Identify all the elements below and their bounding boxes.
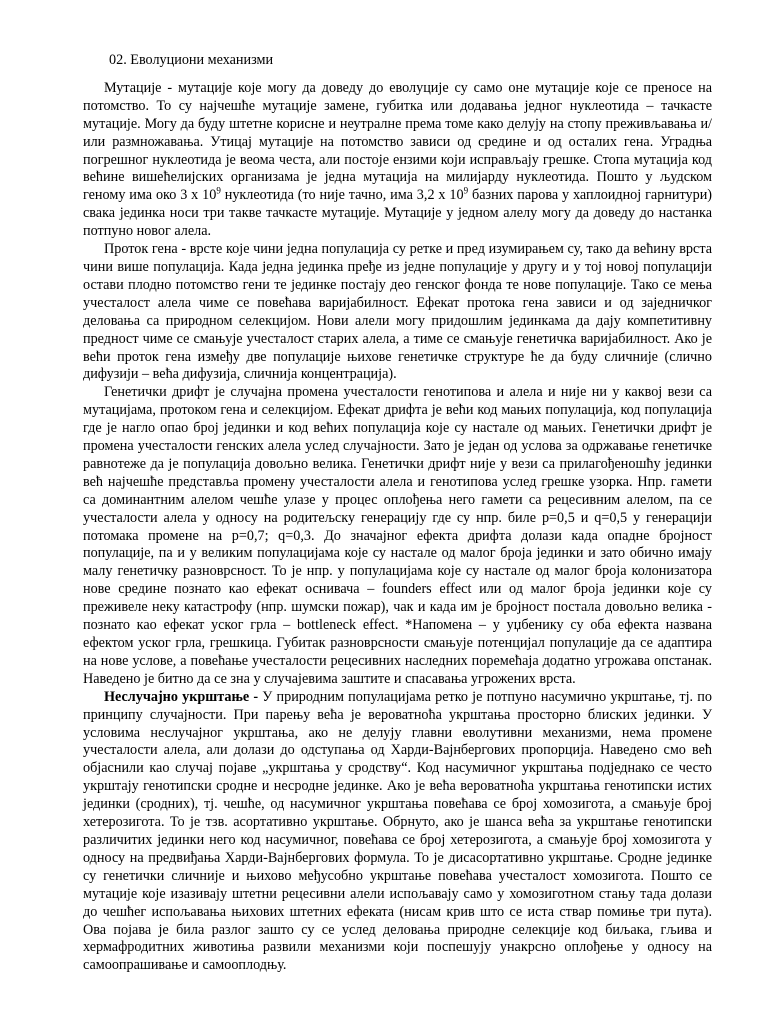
mutations-text-b: нуклеотида (то није тачно, има 3,2 х 10 (220, 187, 464, 204)
exponent-1: 9 (216, 185, 221, 196)
paragraph-nonrandom-mating (83, 689, 712, 976)
paragraph-mutations (83, 80, 712, 241)
exponent-2: 9 (463, 185, 469, 196)
paragraph-gene-flow: Проток гена - врсте које чини једна популација су ретке и пред изумирањем су, тако да већину врста чини више популација. Када једна јединка пређе из једне популације у другу и у тој новој популацији остави плодно потомство гени те јединке постају део генског фонда те нове популације. Тако се мења учесталост алела чиме се повећава варијабилност. Ефекат протока гена зависи и од заједничког деловања са природном селекцијом. Нови алели могу придошлим јединкама да дају компетитивну предност чиме се смањује учесталост старих алела, а тиме се смањује генетичка варијабилност. Ако је већи проток гена између две популације њихове генетичке структуре ће да буду сличније (слично дифузији – већа дифузија, сличнија концентрација). (83, 241, 712, 383)
mutations-text-a: Мутације - мутације које могу да доведу до еволуције су само оне мутације које се преносе на потомство. То су најчешће мутације замене, губитка или додавања једног нуклеотида – тачкасте мутације. Могу да буду штетне корисне и неутралне према томе како делују на стопу преживљавања и/или размножавања. Утицај мутације на потомство зависи од средине и од осталих гена. Уградња погрешног нуклеотида је веома честа, али постоје ензими који исправљају грешке. Стопа мутација код већине вишећелијских организама је једна мутација на милијарду нуклеотида. Пошто у људском геному има око 3 х 10 (83, 79, 712, 204)
nonrandom-mating-heading: Неслучајно укрштање - (104, 688, 259, 705)
mutations-text-c: базних парова у хаплоидној гарнитури) свака јединка носи три такве тачкасте мутације. Мутације у једном алелу могу да доведу до настанка потпуно новог алела. (83, 187, 713, 240)
nonrandom-mating-text: У природним популацијама ретко је потпуно насумично укрштање, тј. по принципу случајности. При парењу већа је вероватноћа укрштања просторно блиских јединки. У условима неслучајног укрштања, ако не делују главни еволутивни механизми, нема промене учесталости алела, али долази до одступања од Харди-Вајнбергових пропорција. Наведено смо већ објаснили као случај појаве „укрштања у сродству“. Код насумичног укрштања подједнако се често укрштају генотипски сродне и несродне јединке. Ако је већа вероватноћа укрштања генотипски истих јединки (сродних), тј. чешће, од насумичног укрштања повећава се број хомозигота, а смањује број хетерозигота. То је тзв. асортативно укрштање. Обрнуто, ако је шанса већа за укрштање генотипски различитих јединки него код насумичног, повећава се број хетерозигота, а смањује број хомозигота у односу на предвиђања Харди-Вајнбергових формула. То је дисасортативно укрштање. Сродне јединке су генетички сличније и њихово међусобно укрштање повећава учесталост хомозигота. Пошто се мутације које изазивају штетни рецесивни алели испољавају само у хомозиготном стању тада долази до чешћег испољавања њихових штетних ефеката (нисам крив што се иста ствар помиње три пута). Ова појава је била разлог зашто су се услед деловања природне селекције код биљака, гљива и хермафродитних животиња развили механизми који поспешују унакрсно оплођење у односу на самоопрашивање и самооплодњу. (83, 688, 712, 974)
page-title: 02. Еволуциони механизми (109, 52, 274, 68)
paragraph-genetic-drift: Генетички дрифт је случајна промена учесталости генотипова и алела и није ни у каквој вези са мутацијама, протоком гена и селекцијом. Ефекат дрифта је већи код мањих популација, код популација где је нагло опао број јединки и код већих популација које су настале од мањих. Генетички дрифт је промена учесталости генских алела услед случајности. Зато је један од услова за одржавање генетичке равнотеже да је популација довољно велика. Генетички дрифт није у вези са прилагођеношћу јединки већ најчешће представља промену учесталости алела и генотипова услед грешке узорка. Нпр. гамети са доминантним алелом чешће улазе у процес оплођења него гамети са рецесивним алелом, па се учесталости алела у односу на родитељску генерацију где су нпр. биле р=0,5 и q=0,5 у генерацији потомака промене на р=0,7; q=0,3. До значајног ефекта дрифта долази када опадне бројност популације, па и у великим популацијама које су настале од малог броја јединки и зато обично имају малу генетичку разноврсност. То је нпр. у популацијама које су настале од малог броја колонизатора нове средине познато као ефекат оснивача – founders effect или од малог броја јединки које су преживеле неку катастрофу (нпр. шумски пожар), чак и када им је бројност постала довољно велика - познато као ефекат уског грла – bottleneck effect. *Напомена – у уџбенику су оба ефекта названа ефектом уског грла, грешкица. Губитак разноврсности смањује потенцијал популације да се адаптира на нове услове, а повећање учесталости рецесивних наследних поремећаја додатно угрожава опстанак. Наведено је битно да се зна у случајевима заштите и спасавања угрожених врста. (83, 384, 712, 687)
